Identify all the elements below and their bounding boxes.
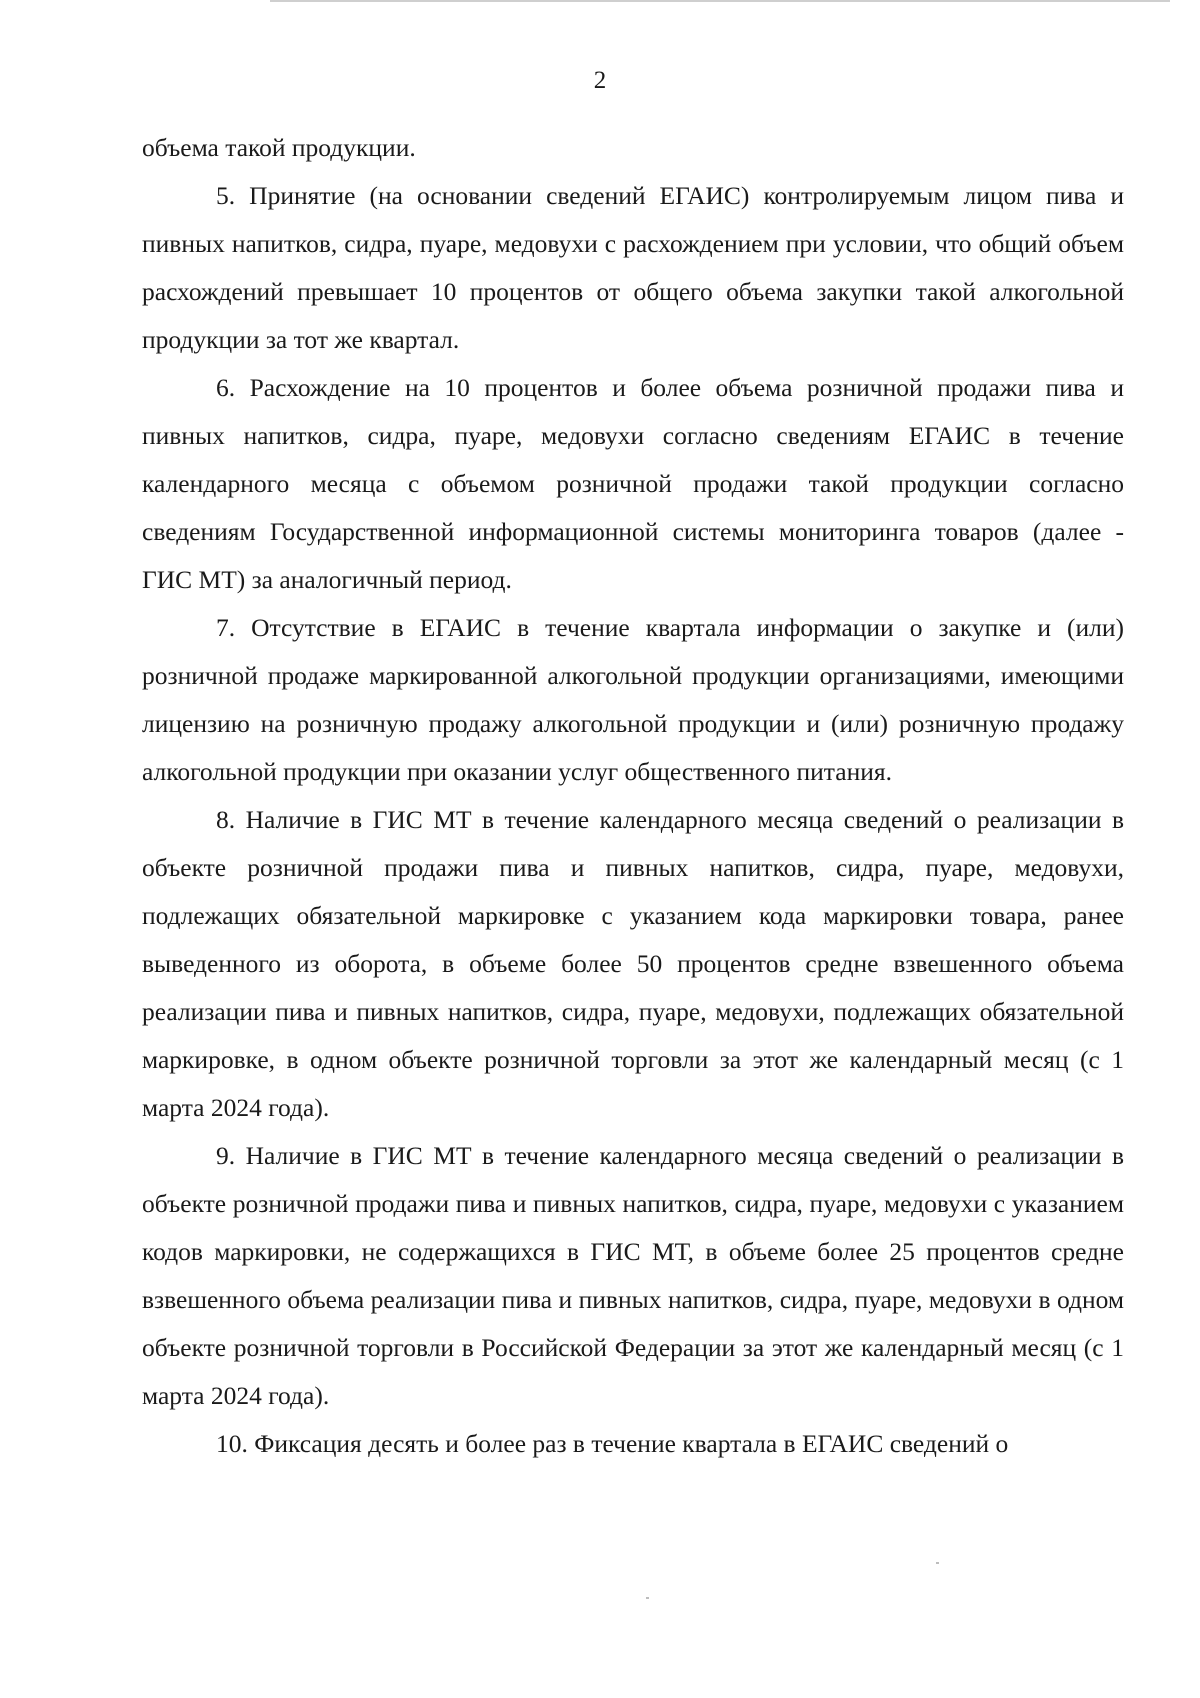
paragraph-item-8: 8. Наличие в ГИС МТ в течение календарного месяца сведений о реализации в объекте розничной продажи пива и пивных напитков, сидра, пуаре, медовухи, подлежащих обязательной маркировке с указанием кода маркировки товара, ранее выведенного из оборота, в объеме более 50 процентов средне взвешенного объема реализации пива и пивных напитков, сидра, пуаре, медовухи, подлежащих обязательной маркировке, в одном объекте розничной торговли за этот же календарный месяц (с 1 марта 2024 года). bbox=[142, 805, 1124, 1122]
page-number: 2 bbox=[593, 67, 607, 94]
paragraph-item-9: 9. Наличие в ГИС МТ в течение календарного месяца сведений о реализации в объекте розничной продажи пива и пивных напитков, сидра, пуаре, медовухи с указанием кодов маркировки, не содержащихся в ГИС МТ, в объеме более 25 процентов средне взвешенного объема реализации пива и пивных напитков, сидра, пуаре, медовухи в одном объекте розничной торговли в Российской Федерации за этот же календарный месяц (с 1 марта 2024 года). bbox=[142, 1141, 1124, 1410]
paragraph-item-10: 10. Фиксация десять и более раз в течение квартала в ЕГАИС сведений о bbox=[216, 1429, 1009, 1458]
paragraph-item-7: 7. Отсутствие в ЕГАИС в течение квартала информации о закупке и (или) розничной продаже маркированной алкогольной продукции организациями, имеющими лицензию на розничную продажу алкогольной продукции и (или) розничную продажу алкогольной продукции при оказании услуг общественного питания. bbox=[142, 613, 1124, 786]
paragraph-item-5: 5. Принятие (на основании сведений ЕГАИС) контролируемым лицом пива и пивных напитков, сидра, пуаре, медовухи с расхождением при условии, что общий объем расхождений превышает 10 процентов от общего объема закупки такой алкогольной продукции за тот же квартал. bbox=[142, 181, 1124, 354]
scan-top-edge bbox=[270, 0, 1170, 2]
paragraph-item-6: 6. Расхождение на 10 процентов и более объема розничной продажи пива и пивных напитков, сидра, пуаре, медовухи согласно сведениям ЕГАИС в течение календарного месяца с объемом розничной продажи такой продукции согласно сведениям Государственной информационной системы мониторинга товаров (далее - ГИС МТ) за аналогичный период. bbox=[142, 373, 1124, 594]
scan-speck bbox=[936, 1562, 939, 1564]
document-body bbox=[142, 124, 1124, 1468]
paragraph-continuation: объема такой продукции. bbox=[142, 133, 416, 162]
scan-speck bbox=[646, 1597, 649, 1599]
